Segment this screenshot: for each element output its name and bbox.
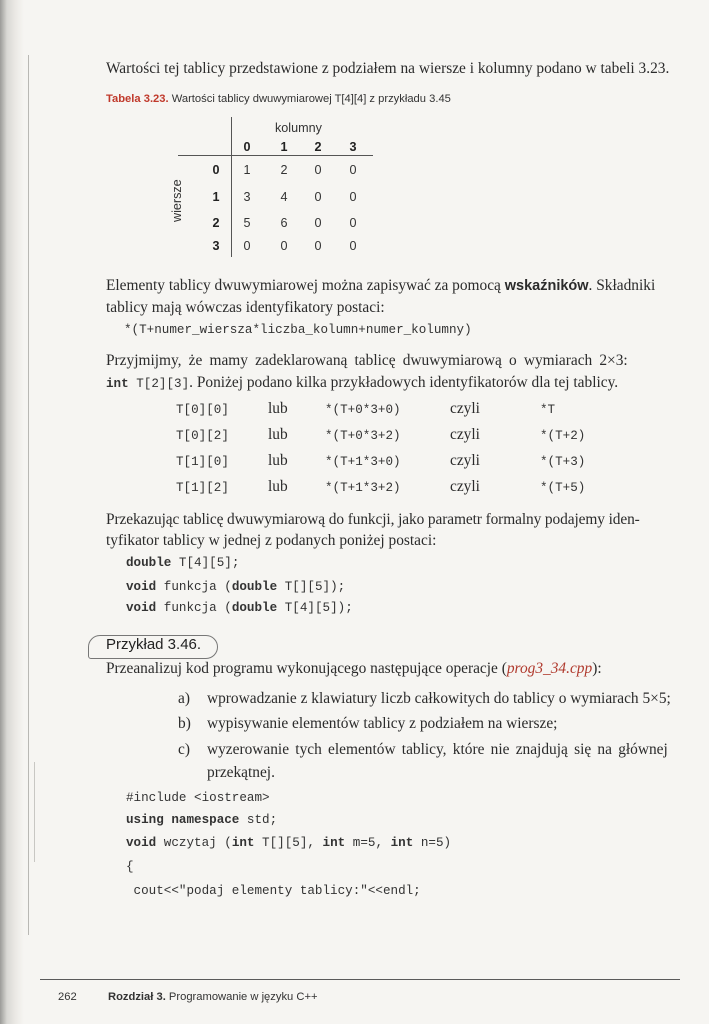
identifier-or: lub (268, 400, 288, 417)
identifier-short-form: *(T+2) (540, 429, 586, 443)
code-keyword: int (106, 377, 129, 391)
declaration-line (126, 601, 353, 615)
list-item: wypisywanie elementów tablicy z podziałem na wiersze; (207, 715, 558, 732)
pointer-formula: *(T+numer_wiersza*liczba_kolumn+numer_kolumny) (124, 323, 472, 337)
identifier-short-form: *(T+5) (540, 481, 586, 495)
col-index: 2 (314, 140, 322, 154)
declaration-paragraph-line2 (106, 374, 618, 392)
chapter-title: Programowanie w języku C++ (165, 991, 318, 1003)
chapter-label: Rozdział 3. (108, 991, 166, 1003)
code-text: funkcja ( (156, 601, 232, 615)
table-cell: 0 (314, 163, 322, 177)
code-text: T[][5], (254, 836, 323, 850)
code-line: #include <iostream> (126, 791, 270, 805)
identifier-or: lub (268, 426, 288, 443)
code-line: cout<<"podaj elementy tablicy:"<<endl; (126, 884, 421, 898)
intro-paragraph: Wartości tej tablicy przedstawione z podziałem na wiersze i kolumny podano w tabeli 3.23. (106, 60, 670, 77)
code-text: std; (239, 813, 278, 827)
code-line (126, 813, 277, 827)
col-index: 1 (280, 140, 288, 154)
code-keyword: using namespace (126, 813, 240, 827)
table-caption (106, 93, 451, 105)
identifier-pointer-form: *(T+1*3+2) (325, 481, 401, 495)
code-line (126, 836, 451, 850)
table-horizontal-rule (178, 155, 373, 156)
identifier-index-form: T[0][0] (176, 403, 229, 417)
function-paragraph-line1: Przekazując tablicę dwuwymiarową do funkcji, jako parametr formalny podajemy iden- (106, 511, 640, 528)
declaration-line (126, 556, 239, 570)
list-item: wprowadzanie z klawiatury liczb całkowitych do tablicy o wymiarach 5×5; (207, 690, 671, 707)
table-cell: 2 (280, 163, 288, 177)
identifier-index-form: T[1][0] (176, 455, 229, 469)
keyword-pointers: wskaźników (504, 278, 589, 294)
identifier-short-form: *T (540, 403, 556, 417)
row-index: 2 (212, 216, 220, 230)
code-text: T[4][5]; (171, 556, 240, 570)
code-keyword: double (231, 580, 278, 594)
page-binding-shadow (0, 0, 24, 1024)
code-keyword: double (231, 601, 278, 615)
para-text: Elementy tablicy dwuwymiarowej można zapisywać za pomocą (106, 277, 505, 294)
para-text: Przeanalizuj kod programu wykonującego następujące operacje ( (106, 660, 507, 677)
example-filename: prog3_34.cpp (506, 660, 593, 677)
function-paragraph-line2: tyfikator tablicy w jednej z podanych poniżej postaci: (106, 532, 437, 549)
running-footer (108, 991, 318, 1003)
code-text: wczytaj ( (156, 836, 232, 850)
code-text: funkcja ( (156, 580, 232, 594)
identifier-pointer-form: *(T+0*3+2) (325, 429, 401, 443)
page-number: 262 (58, 991, 77, 1003)
code-keyword: void (126, 580, 157, 594)
code-keyword: void (126, 836, 157, 850)
col-index: 0 (243, 140, 251, 154)
row-index: 0 (212, 163, 220, 177)
table-cell: 0 (280, 239, 288, 253)
identifier-or: lub (268, 452, 288, 469)
row-index: 3 (212, 239, 220, 253)
identifier-that-is: czyli (450, 478, 480, 495)
identifier-index-form: T[1][2] (176, 481, 229, 495)
pointer-paragraph-line1 (106, 277, 655, 295)
footer-rule (40, 979, 680, 980)
code-keyword: void (126, 601, 157, 615)
code-keyword: int (322, 836, 346, 850)
table-cell: 1 (243, 163, 251, 177)
table-cell: 0 (314, 216, 322, 230)
table-cell: 0 (349, 190, 357, 204)
table-cell: 0 (349, 163, 357, 177)
list-item-letter: a) (178, 690, 190, 707)
list-item: wyzerowanie tych elementów tablicy, które nie znajdują się na głównej (207, 741, 668, 758)
code-line: { (126, 860, 134, 874)
col-index: 3 (349, 140, 357, 154)
table-cell: 0 (349, 216, 357, 230)
declaration-line (126, 580, 345, 594)
para-text: . Składniki (588, 277, 656, 294)
identifier-pointer-form: *(T+0*3+0) (325, 403, 401, 417)
list-item-continuation: przekątnej. (207, 764, 275, 781)
table-cell: 0 (314, 190, 322, 204)
para-text: ): (592, 660, 602, 677)
table-cell: 5 (243, 216, 251, 230)
code-text: n=5) (413, 836, 452, 850)
example-intro (106, 660, 602, 678)
code-keyword: int (390, 836, 414, 850)
code-text: m=5, (345, 836, 391, 850)
identifier-that-is: czyli (450, 452, 480, 469)
identifier-pointer-form: *(T+1*3+0) (325, 455, 401, 469)
page-edge-line (28, 55, 29, 935)
example-title: Przykład 3.46. (106, 636, 202, 653)
caption-label: Tabela 3.23. (106, 93, 169, 105)
table-cell: 0 (314, 239, 322, 253)
pointer-paragraph-line2: tablicy mają wówczas identyfikatory postaci: (106, 299, 385, 316)
code-keyword: int (231, 836, 255, 850)
code-text: T[2][3] (128, 377, 190, 391)
declaration-paragraph-line1: Przyjmijmy, że mamy zadeklarowaną tablicę dwuwymiarową o wymiarach 2×3: (106, 352, 628, 369)
table-cell: 6 (280, 216, 288, 230)
table-row-title: wiersze (170, 179, 184, 222)
page-edge-line (34, 762, 35, 862)
table-cell: 0 (243, 239, 251, 253)
identifier-short-form: *(T+3) (540, 455, 586, 469)
table-cell: 0 (349, 239, 357, 253)
list-item-letter: c) (178, 741, 190, 758)
table-column-title: kolumny (275, 121, 322, 135)
identifier-index-form: T[0][2] (176, 429, 229, 443)
row-index: 1 (212, 190, 220, 204)
list-item-letter: b) (178, 715, 191, 732)
code-text: T[4][5]); (277, 601, 353, 615)
caption-text: Wartości tablicy dwuwymiarowej T[4][4] z przykładu 3.45 (168, 93, 451, 105)
identifier-that-is: czyli (450, 400, 480, 417)
code-text: T[][5]); (277, 580, 346, 594)
table-cell: 4 (280, 190, 288, 204)
code-keyword: double (126, 556, 172, 570)
identifier-that-is: czyli (450, 426, 480, 443)
para-text: . Poniżej podano kilka przykładowych identyfikatorów dla tej tablicy. (189, 374, 619, 391)
table-vertical-rule (231, 117, 232, 257)
identifier-or: lub (268, 478, 288, 495)
table-cell: 3 (243, 190, 251, 204)
